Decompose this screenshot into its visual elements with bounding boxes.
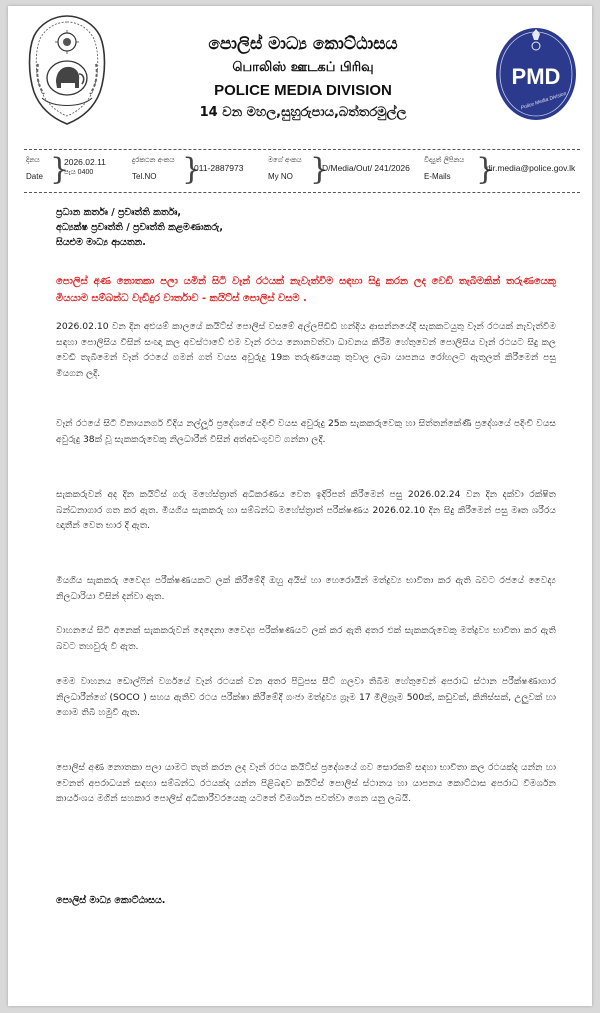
police-crest-logo	[26, 14, 108, 126]
pmd-logo	[494, 26, 578, 122]
letterhead	[8, 6, 592, 146]
body-paragraph-3: සැකකරුවන් අද දින කයිට්ස් ගරු මහේස්ත්‍රාත් අධිකරණය වෙත ඉදිරිපත් කිරීමෙන් පසු 2026.02.24 වන දින දක්වා රක්ෂිත බන්ධනාගාර ගත කර ඇත. මියගිය සැකකරු හා සම්බන්ධ මහේස්ත්‍රාත් පරීක්ෂණය 2026.02.10 දින සිදු කිරීමෙන් පසු මෘත ශරීරය ඥාතීන් වෙත භාර දී ඇත.	[56, 489, 556, 531]
brace: }	[476, 152, 496, 187]
reference-strip	[24, 149, 580, 193]
my-no-value: D/Media/Out/ 241/2026	[322, 163, 410, 173]
body-paragraph-4: මියගිය සැකකරු වෛද්‍ය පරීක්ෂණයකට ලක් කිරීමේදී ඔහු අයිස් හා හෙරොයින් මත්ද්‍රව්‍ය භාවිතා කර ඇති බවට රජයේ වෛද්‍ය නිලධාරියා විසින් දන්වා ඇත.	[56, 575, 556, 602]
title-english: POLICE MEDIA DIVISION	[214, 82, 392, 99]
tel-value: 011-2887973	[194, 163, 244, 173]
body-paragraph-1: 2026.02.10 වන දින අළුයම් කාලයේ කයිට්ස් පොලිස් වසමේ අල්ලපිඩිඩි හන්දිය ආසන්නයේදී සැකකටයුතු වෑන් රථයක් නැවැත්වීම සඳහා පොලිසිය විසින් සංඥා කල අවස්ථාවේ එම වෑන් රථය නොනවත්වා ධාවනය කිරීම හේතුවෙන් පොලිසිය වෑන් රථයට සිදු කල වෙඩි තැබීමෙන් වෑන් රථයේ ගමන් ගත් වයස අවුරුදු 19ක තරුණයෙකු තුවාල ලබා යාපනය රෝහලට ඇතුලත් කිරීමෙන් පසු මියගන ලදී.	[56, 321, 556, 379]
brace: }	[310, 152, 330, 187]
pmd-logo-letters: PMD	[511, 64, 561, 89]
body-paragraph-6: මෙම වාහනය ඩොල්ෆින් වර්ගයේ වෑන් රථයක් වන අතර පිටුපස සීට් ගලවා තිබීම හේතුවෙන් අපරාධ ස්ථාන පරීක්ෂණාගාර නිලධාරීන්ගේ (SOCO ) සහය ඇතිව රථය පරීක්ෂා කිරීමේදී ගංජා මත්ද්‍රව්‍ය ග්‍රෑම 17 මිලිග්‍රෑම 500ක්, කඩුවක්, කිනිස්සක්, උලුවක් හා ගොම තිබී හමුවී ඇත.	[56, 676, 556, 718]
office-address: 14 වන මහල,සුහුරුපාය,බත්තරමුල්ල	[199, 105, 407, 120]
body-paragraph-5: වාහනයේ සිටි අනෙක් සැකකරුවන් දෙදෙනා වෛද්‍ය පරීක්ෂණයට ලක් කර ඇති අතර එක් සැකකරුවෙකු මත්ද්‍රව්‍ය භාවිතා කර ඇති බවට තහවුරු වී ඇත.	[56, 625, 556, 652]
addressee-line: සියළුම මාධ්‍ය ආයතන.	[56, 237, 146, 248]
pmd-ring-text: Police Media Division	[520, 90, 568, 112]
body-paragraph-7: පොලිස් අණ නොතකා පලා යාමට තැත් කරන ලද වෑන් රථය කයිට්ස් ප්‍රදේශයේ ගව සොරකම් සඳහා භාවිතා කල රථයක්ද යන්න හා වෙනත් අපරාධයන් සඳහා සම්බන්ධ රථයක්ද යන්න පිළිබඳව කයිට්ස් පොලිස් ස්ථානය හා යාපනය කොට්ඨාස අපරාධ විමර්ශන කාර්යංශය මගින් සහකාර පොලිස් අධිකාරීවරයෙකු යටතේ විමර්ශන පවත්වා ගෙන යනු ලබයි.	[56, 762, 556, 804]
addressee-line: ප්‍රධාන කර්තෘ / ප්‍රවෘත්ති කර්තෘ,	[56, 207, 182, 218]
tel-label-si: දුරකථන අංකය	[132, 156, 175, 164]
title-sinhala: පොලිස් මාධ්‍ය කොට්ඨාසය	[208, 34, 398, 54]
letterhead-titles	[118, 32, 488, 124]
body-paragraph-2: වෑන් රථයේ සිටි විනායනගර් වීදිය නල්ලූර් ප්‍රදේශයේ පදිංචි වයස අවුරුදු 25ක සැකකරුවෙකු හා සිත්තන්කේණි ප්‍රදේශයේ පදිංචි වයස අවුරුදු 38ක් වූ සැකකරුවෙකු නිලධාරීන් විසින් අත්අඩංගුවට ගන්නා ලදී.	[56, 418, 556, 445]
my-no-field	[268, 155, 302, 183]
brace: }	[182, 152, 202, 187]
subject-heading: පොලිස් අණ නොතකා පලා යමින් සිටි වෑන් රථයක් නැවැත්වීම සඳහා සිදු කරන ලද වෙඩි තැබීමකින් තරුණයෙකු මියයාම සම්බන්ධ වැඩිදුර වාර්තාව - කයිට්ස් පොලිස් වසම .	[56, 276, 556, 304]
brace: }	[50, 152, 70, 187]
email-field	[424, 155, 464, 183]
signature-line: පොලිස් මාධ්‍ය කොට්ඨාසය.	[56, 895, 166, 906]
date-label-si: දිනය	[26, 156, 40, 164]
email-value[interactable]: dir.media@police.gov.lk	[486, 163, 576, 173]
press-release-page	[8, 6, 592, 1006]
addressee-block	[56, 205, 556, 250]
email-label-si: විද්‍යුත් ලිපිනය	[424, 156, 465, 164]
my-no-label-si: මගේ අංකය	[268, 156, 302, 164]
tel-label-en: Tel.NO	[132, 172, 157, 181]
addressee-line: අධ්‍යක්ෂ ප්‍රවෘත්ති / ප්‍රවෘත්ති කළමණාකරු,	[56, 222, 223, 233]
title-tamil: பொலிஸ் ஊடகப் பிரிவு	[232, 60, 374, 75]
date-value: 2026.02.11	[64, 157, 106, 167]
email-label-en: E-Mails	[424, 172, 451, 181]
date-label-en: Date	[26, 172, 43, 181]
my-no-label-en: My NO	[268, 172, 293, 181]
time-value: පැය 0400	[64, 169, 94, 176]
tel-field	[132, 155, 174, 183]
date-field	[26, 155, 43, 183]
